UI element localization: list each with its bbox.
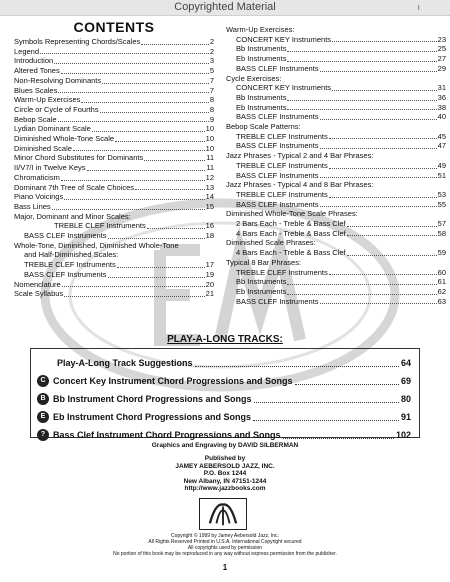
entry-page-number: 5 [209, 66, 214, 76]
contents-entry [14, 66, 214, 76]
page-title: CONTENTS [73, 19, 155, 35]
dot-leader [73, 149, 205, 151]
contents-entry [226, 238, 446, 248]
entry-title: Diminished Whole-Tone Scale [14, 134, 115, 144]
dot-leader [115, 140, 205, 142]
entry-page-number: 17 [205, 260, 214, 270]
dot-leader [287, 293, 436, 295]
contents-entry [226, 54, 446, 64]
section-heading: and Half-Diminished Scales: [24, 250, 119, 260]
contents-entry [226, 74, 446, 84]
dot-leader [332, 40, 437, 42]
contents-entry [226, 287, 446, 297]
dot-leader [320, 70, 437, 72]
dot-leader [254, 401, 399, 403]
play-a-long-entry [37, 354, 411, 372]
entry-page-number: 29 [437, 63, 446, 73]
page-number: 1 [222, 563, 228, 572]
dot-leader [144, 159, 205, 161]
dot-leader [54, 62, 209, 64]
entry-page-number: 13 [205, 182, 214, 192]
entry-page-number: 16 [205, 221, 214, 231]
entry-page-number: 49 [437, 160, 446, 170]
entry-title: TREBLE CLEF Instruments [24, 260, 116, 270]
entry-title: TREBLE CLEF Instruments [236, 267, 328, 277]
dot-leader [320, 118, 437, 120]
dot-leader [92, 130, 205, 132]
key-badge-icon: C [37, 375, 49, 387]
entry-title: 4 Bars Each - Treble & Bass Clef [236, 228, 346, 238]
entry-title: 2 Bars Each - Treble & Bass Clef [236, 219, 346, 229]
section-heading: Major, Dominant and Minor Scales: [14, 211, 131, 221]
entry-page-number: 58 [437, 228, 446, 238]
entry-page-number: 8 [209, 104, 214, 114]
contents-entry [226, 248, 446, 258]
contents-entry [14, 37, 214, 47]
play-a-long-entry [37, 372, 411, 390]
publisher-line: Published by [204, 455, 246, 462]
entry-page-number: 40 [437, 112, 446, 122]
contents-entry [226, 112, 446, 122]
contents-entry [14, 260, 214, 270]
dot-leader [61, 179, 205, 181]
entry-title: Minor Chord Substitutes for Dominants [14, 153, 144, 163]
entry-title: Scale Syllabus [14, 289, 64, 299]
contents-entry [226, 209, 446, 219]
spacer [37, 357, 53, 369]
copyright-line: All copyrights used by permission [187, 545, 263, 551]
entry-page-number: 14 [205, 192, 214, 202]
contents-entry [14, 124, 214, 134]
entry-title: TREBLE CLEF Instruments [236, 160, 328, 170]
contents-entry [14, 115, 214, 125]
contents-entry [14, 192, 214, 202]
contents-entry [226, 268, 446, 278]
section-heading: Cycle Exercises: [226, 73, 282, 83]
entry-title: Blues Scales [14, 85, 58, 95]
dot-leader [332, 89, 437, 91]
entry-title: Eb Instruments [236, 286, 287, 296]
entry-title: Eb Instrument Chord Progressions and Songs [53, 412, 252, 422]
section-heading: Diminished Whole-Tone Scale Phrases: [226, 209, 358, 219]
dot-leader [329, 196, 437, 198]
entry-title: Nomenclature [14, 279, 61, 289]
contents-entry [226, 229, 446, 239]
entry-title: BASS CLEF Instruments [236, 141, 319, 151]
contents-entry [226, 297, 446, 307]
dot-leader [287, 283, 436, 285]
contents-entry [226, 277, 446, 287]
play-a-long-title: PLAY-A-LONG TRACKS: [167, 334, 283, 345]
entry-title: Play-A-Long Track Suggestions [57, 358, 193, 368]
contents-entry [226, 190, 446, 200]
entry-page-number: 60 [437, 267, 446, 277]
contents-entry [14, 134, 214, 144]
entry-page-number: 36 [437, 92, 446, 102]
entry-page-number: 2 [209, 37, 214, 46]
dot-leader [320, 302, 437, 304]
entry-page-number: 8 [209, 95, 214, 105]
copyright-line: No portion of this book may be reproduced in any way without express permission from the publisher. [113, 551, 337, 557]
dot-leader [58, 120, 209, 122]
entry-page-number: 3 [209, 56, 214, 66]
copyright-notice [0, 533, 450, 557]
dot-leader [347, 254, 437, 256]
entry-page-number: 10 [205, 143, 214, 153]
contents-entry [226, 161, 446, 171]
entry-title: TREBLE CLEF Instruments [236, 189, 328, 199]
contents-entry [14, 241, 214, 251]
entry-page-number: 12 [205, 172, 214, 182]
dot-leader [295, 383, 399, 385]
entry-page-number: 9 [209, 114, 214, 124]
entry-page-number: 15 [205, 201, 214, 211]
entry-title: BASS CLEF Instruments [236, 199, 319, 209]
dot-leader [329, 137, 437, 139]
contents-entry [14, 56, 214, 66]
dot-leader [320, 147, 437, 149]
entry-page-number: 59 [437, 248, 446, 258]
contents-entry [14, 183, 214, 193]
contents-entry [226, 25, 446, 35]
dot-leader [329, 167, 437, 169]
dot-leader [141, 43, 209, 45]
contents-entry [14, 105, 214, 115]
dot-leader [347, 234, 437, 236]
play-a-long-entry [37, 408, 411, 426]
contents-entry [14, 173, 214, 183]
contents-left-column [14, 37, 214, 299]
dot-leader [64, 295, 204, 297]
entry-title: Non-Resolving Dominants [14, 75, 102, 85]
entry-title: BASS CLEF Instruments [236, 170, 319, 180]
dot-leader [100, 111, 209, 113]
publisher-url: http://www.jazzbooks.com [184, 485, 266, 493]
contents-entry [14, 47, 214, 57]
entry-page-number: 21 [205, 289, 214, 299]
entry-title: BASS CLEF Instruments [236, 296, 319, 306]
contents-entry [226, 219, 446, 229]
banner-mark: ı [417, 2, 420, 12]
entry-title: Introduction [14, 56, 54, 66]
contents-entry [14, 163, 214, 173]
contents-entry [226, 141, 446, 151]
contents-entry [14, 86, 214, 96]
entry-title: II/V7/I in Twelve Keys [14, 163, 86, 173]
entry-page-number: 23 [437, 34, 446, 44]
entry-page-number: 31 [437, 83, 446, 93]
dot-leader [40, 52, 209, 54]
contents-entry [14, 270, 214, 280]
entry-title: BASS CLEF Instruments [236, 63, 319, 73]
entry-title: CONCERT KEY Instruments [236, 34, 332, 44]
contents-entry [14, 221, 214, 231]
contents-right-column [226, 25, 446, 306]
entry-page-number: 102 [395, 430, 411, 440]
entry-page-number: 2 [209, 46, 214, 56]
entry-page-number: 91 [400, 412, 411, 422]
entry-title: Eb Instruments [236, 102, 287, 112]
dot-leader [64, 198, 204, 200]
section-heading: Bebop Scale Patterns: [226, 122, 301, 132]
publisher-line: P.O. Box 1244 [203, 470, 247, 478]
dot-leader [347, 225, 437, 227]
contents-entry [14, 212, 214, 222]
key-badge-icon: ? [37, 429, 49, 441]
dot-leader [287, 50, 436, 52]
entry-page-number: 10 [205, 134, 214, 144]
entry-title: Bb Instruments [236, 277, 287, 287]
copyright-banner [0, 0, 450, 16]
dot-leader [87, 169, 206, 171]
dot-leader [287, 99, 436, 101]
entry-page-number: 47 [437, 141, 446, 151]
publisher-logo [199, 498, 247, 530]
contents-entry [226, 258, 446, 268]
entry-title: TREBLE CLEF Instruments [236, 131, 328, 141]
dot-leader [147, 227, 205, 229]
entry-title: Chromaticism [14, 172, 60, 182]
entry-page-number: 7 [209, 75, 214, 85]
copyright-line: Copyright © 1999 by Jamey Aebersold Jazz, Inc. [171, 533, 279, 539]
dot-leader [61, 72, 209, 74]
entry-title: BASS CLEF Instruments [236, 112, 319, 122]
entry-title: TREBLE CLEF Instruments [54, 221, 146, 231]
dot-leader [81, 101, 208, 103]
section-heading: Whole-Tone, Diminished, Diminished Whole-Tone [14, 240, 179, 250]
entry-page-number: 19 [205, 269, 214, 279]
entry-title: BASS CLEF Instruments [24, 269, 107, 279]
contents-entry [14, 280, 214, 290]
entry-title: 4 Bars Each - Treble & Bass Clef [236, 248, 346, 258]
contents-entry [14, 231, 214, 241]
entry-title: Bebop Scale [14, 114, 57, 124]
dot-leader [320, 176, 437, 178]
contents-entry [14, 76, 214, 86]
entry-title: Bb Instrument Chord Progressions and Songs [53, 394, 252, 404]
entry-page-number: 10 [205, 124, 214, 134]
entry-title: Bass Lines [14, 201, 51, 211]
entry-page-number: 7 [209, 85, 214, 95]
contents-entry [14, 250, 214, 260]
dot-leader [108, 276, 205, 278]
dot-leader [102, 82, 209, 84]
dot-leader [320, 205, 437, 207]
contents-entry [226, 171, 446, 181]
contents-entry [226, 93, 446, 103]
entry-page-number: 18 [205, 231, 214, 241]
contents-entry [14, 289, 214, 299]
dot-leader [108, 237, 205, 239]
entry-page-number: 11 [206, 153, 214, 163]
contents-entry [14, 144, 214, 154]
dot-leader [329, 273, 437, 275]
entry-title: Eb Instruments [236, 54, 287, 64]
contents-entry [226, 44, 446, 54]
contents-entry [226, 35, 446, 45]
entry-page-number: 64 [400, 358, 411, 368]
section-heading: Jazz Phrases - Typical 2 and 4 Bar Phrases: [226, 151, 374, 161]
contents-entry [226, 83, 446, 93]
entry-title: Dominant 7th Tree of Scale Choices [14, 182, 135, 192]
dot-leader [253, 419, 399, 421]
publisher-line: New Albany, IN 47151-1244 [183, 477, 267, 485]
contents-entry [14, 153, 214, 163]
entry-title: CONCERT KEY Instruments [236, 83, 332, 93]
section-heading: Typical 8 Bar Phrases: [226, 257, 302, 267]
dot-leader [287, 108, 436, 110]
publisher-block [0, 455, 450, 493]
entry-title: BASS CLEF Instruments [24, 231, 107, 241]
publisher-line: JAMEY AEBERSOLD JAZZ, INC. [175, 462, 275, 470]
entry-page-number: 69 [400, 376, 411, 386]
dot-leader [62, 285, 205, 287]
contents-entry [226, 64, 446, 74]
section-heading: Jazz Phrases - Typical 4 and 8 Bar Phrases: [226, 180, 374, 190]
entry-page-number: 53 [437, 189, 446, 199]
entry-title: Lydian Dominant Scale [14, 124, 91, 134]
entry-title: Diminished Scale [14, 143, 72, 153]
entry-title: Bb Instruments [236, 92, 287, 102]
entry-page-number: 55 [437, 199, 446, 209]
entry-page-number: 61 [437, 277, 446, 287]
section-heading: Diminished Scale Phrases: [226, 238, 316, 248]
copyright-line: All Rights Reserved Printed in U.S.A. International Copyright secured [148, 539, 302, 545]
entry-page-number: 63 [437, 296, 446, 306]
entry-title: Altered Tones [14, 66, 60, 76]
play-a-long-entry [37, 390, 411, 408]
entry-page-number: 51 [437, 170, 446, 180]
entry-page-number: 45 [437, 131, 446, 141]
dot-leader [195, 365, 399, 367]
contents-entry [14, 95, 214, 105]
contents-entry [226, 122, 446, 132]
entry-title: Symbols Representing Chords/Scales [14, 37, 141, 46]
contents-entry [226, 132, 446, 142]
entry-title: Bass Clef Instrument Chord Progressions and Songs [53, 430, 281, 440]
dot-leader [58, 91, 208, 93]
contents-entry [14, 202, 214, 212]
entry-page-number: 11 [206, 163, 214, 173]
contents-entry [226, 151, 446, 161]
entry-page-number: 62 [437, 286, 446, 296]
key-badge-icon: B [37, 393, 49, 405]
play-a-long-box [30, 348, 420, 438]
contents-entry [226, 103, 446, 113]
entry-title: Circle or Cycle of Fourths [14, 104, 99, 114]
entry-title: Bb Instruments [236, 44, 287, 54]
entry-page-number: 20 [205, 279, 214, 289]
entry-page-number: 80 [400, 394, 411, 404]
banner-text: Copyrighted Material [174, 1, 276, 13]
dot-leader [287, 60, 436, 62]
key-badge-icon: E [37, 411, 49, 423]
entry-page-number: 27 [437, 54, 446, 64]
dot-leader [52, 208, 205, 210]
dot-leader [283, 437, 394, 439]
entry-title: Legend [14, 46, 40, 56]
contents-entry [226, 180, 446, 190]
contents-entry [226, 200, 446, 210]
entry-title: Piano Voicings [14, 192, 64, 202]
dot-leader [117, 266, 205, 268]
entry-title: Warm-Up Exercises [14, 95, 81, 105]
entry-page-number: 57 [437, 219, 446, 229]
entry-title: Concert Key Instrument Chord Progressions and Songs [53, 376, 293, 386]
section-heading: Warm-Up Exercises: [226, 25, 295, 34]
entry-page-number: 25 [437, 44, 446, 54]
dot-leader [135, 188, 205, 190]
engraving-credit: Graphics and Engraving by DAVID SILBERMAN [151, 442, 299, 449]
entry-page-number: 38 [437, 102, 446, 112]
